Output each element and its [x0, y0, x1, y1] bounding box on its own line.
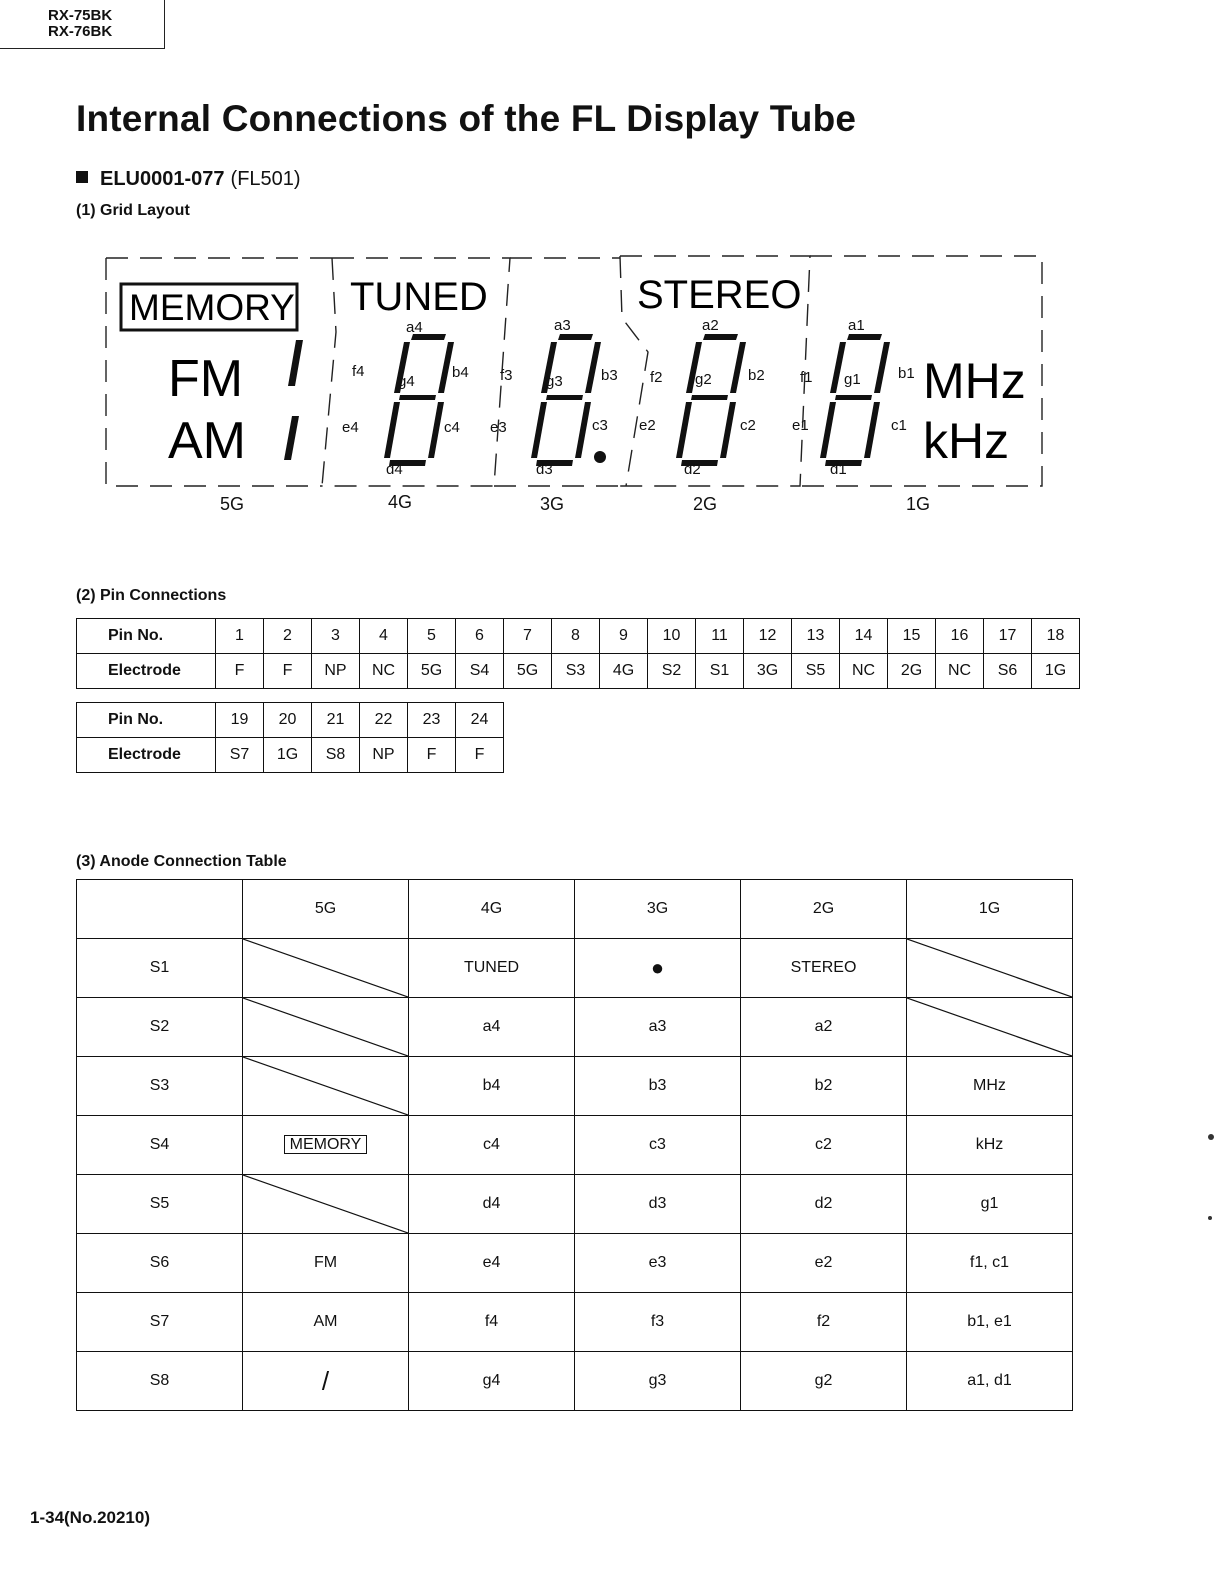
anode-row-header: S1 [77, 939, 243, 998]
anode-row [77, 1057, 1073, 1116]
anode-cell: g4 [409, 1352, 575, 1411]
page-footer: 1-34(No.20210) [30, 1508, 151, 1527]
electrode-cell: NP [360, 738, 408, 773]
anode-row [77, 939, 1073, 998]
pin-number-cell: 16 [936, 619, 984, 654]
pin-number-cell: 22 [360, 703, 408, 738]
electrode-row [77, 654, 1080, 689]
anode-row [77, 1116, 1073, 1175]
seg-b4: b4 [452, 364, 469, 381]
pin-table-2 [76, 702, 504, 773]
pin-number-cell: 1 [216, 619, 264, 654]
pin-row-header: Pin No. [77, 619, 216, 654]
anode-cell: f2 [741, 1293, 907, 1352]
display-stereo: STEREO [637, 273, 802, 317]
anode-cell: b1, e1 [907, 1293, 1073, 1352]
anode-cell: b4 [409, 1057, 575, 1116]
anode-cell: g1 [907, 1175, 1073, 1234]
pin-number-cell: 24 [456, 703, 504, 738]
seg-a2: a2 [702, 317, 719, 334]
grid-layout-diagram [100, 248, 1050, 518]
seg-d2: d2 [684, 461, 701, 478]
seven-segment-digits [384, 334, 890, 466]
anode-cell: f4 [409, 1293, 575, 1352]
seg-e2: e2 [639, 417, 656, 434]
pin-number-cell: 17 [984, 619, 1032, 654]
bullet-square-icon [76, 171, 88, 183]
diagonal-slash-icon [243, 1057, 408, 1115]
pin-number-cell: 7 [504, 619, 552, 654]
anode-row [77, 998, 1073, 1057]
diagonal-slash-icon [907, 998, 1072, 1056]
grid-label-1g: 1G [905, 494, 931, 514]
electrode-cell: 3G [744, 654, 792, 689]
pin-number-cell: 6 [456, 619, 504, 654]
pin-number-cell: 20 [264, 703, 312, 738]
electrode-cell: S6 [984, 654, 1032, 689]
electrode-cell: S5 [792, 654, 840, 689]
model-box [0, 0, 165, 49]
electrode-cell: 4G [600, 654, 648, 689]
pin-number-cell: 4 [360, 619, 408, 654]
grid-label-4g: 4G [387, 492, 413, 512]
grid-label-3g: 3G [539, 494, 565, 514]
seg-c3: c3 [592, 417, 608, 434]
seg-e1: e1 [792, 417, 809, 434]
anode-cell: c2 [741, 1116, 907, 1175]
seg-c1: c1 [891, 417, 907, 434]
anode-cell: kHz [907, 1116, 1073, 1175]
seg-f4: f4 [352, 363, 365, 380]
anode-connection-table [76, 879, 1073, 1411]
pin-number-cell: 8 [552, 619, 600, 654]
seg-e4: e4 [342, 419, 359, 436]
seg-g3: g3 [546, 373, 563, 390]
seg-a1: a1 [848, 317, 865, 334]
seg-g1: g1 [844, 371, 861, 388]
grid-label-5g: 5G [219, 494, 245, 514]
anode-row [77, 1352, 1073, 1411]
anode-cell: a3 [575, 998, 741, 1057]
pin-row-header: Pin No. [77, 703, 216, 738]
diagonal-slash-icon [243, 939, 408, 997]
anode-cell: a1, d1 [907, 1352, 1073, 1411]
unused-cell [243, 939, 409, 998]
seg-b2: b2 [748, 367, 765, 384]
part-number: ELU0001-077 [100, 168, 225, 190]
electrode-row-header: Electrode [77, 738, 216, 773]
anode-column-header: 4G [409, 880, 575, 939]
anode-row [77, 1175, 1073, 1234]
anode-cell: c3 [575, 1116, 741, 1175]
anode-cell: a2 [741, 998, 907, 1057]
anode-cell: MHz [907, 1057, 1073, 1116]
electrode-row-header: Electrode [77, 654, 216, 689]
seg-f3: f3 [500, 367, 513, 384]
anode-cell: c4 [409, 1116, 575, 1175]
electrode-cell: NC [936, 654, 984, 689]
electrode-cell: NP [312, 654, 360, 689]
anode-cell: FM [243, 1234, 409, 1293]
diagonal-slash-icon [243, 1175, 408, 1233]
seg-f1: f1 [800, 369, 813, 386]
electrode-cell: S1 [696, 654, 744, 689]
anode-cell: ● [575, 939, 741, 998]
seg-b3: b3 [601, 367, 618, 384]
anode-row-header: S7 [77, 1293, 243, 1352]
pin-number-cell: 5 [408, 619, 456, 654]
display-mhz: MHz [923, 353, 1026, 409]
anode-column-header: 2G [741, 880, 907, 939]
pin-number-cell: 23 [408, 703, 456, 738]
model-label-2: RX-76BK [48, 23, 113, 40]
electrode-cell: S8 [312, 738, 360, 773]
pin-number-cell: 19 [216, 703, 264, 738]
section-anode-table: (3) Anode Connection Table [76, 853, 287, 870]
anode-cell: d3 [575, 1175, 741, 1234]
pin-number-cell: 18 [1032, 619, 1080, 654]
electrode-cell: F [264, 654, 312, 689]
anode-cell: g3 [575, 1352, 741, 1411]
anode-cell: e2 [741, 1234, 907, 1293]
electrode-cell: S4 [456, 654, 504, 689]
seg-g2: g2 [695, 371, 712, 388]
anode-cell: e3 [575, 1234, 741, 1293]
pin-number-cell: 10 [648, 619, 696, 654]
electrode-cell: S7 [216, 738, 264, 773]
electrode-cell: 2G [888, 654, 936, 689]
pin-number-cell: 12 [744, 619, 792, 654]
electrode-cell: 5G [504, 654, 552, 689]
anode-column-header: 5G [243, 880, 409, 939]
anode-cell: b3 [575, 1057, 741, 1116]
display-am: AM [168, 412, 246, 470]
anode-row [77, 1293, 1073, 1352]
scan-speck [1208, 1216, 1212, 1220]
pin-number-cell: 13 [792, 619, 840, 654]
electrode-cell: NC [840, 654, 888, 689]
electrode-cell: F [456, 738, 504, 773]
anode-cell: b2 [741, 1057, 907, 1116]
part-ref: (FL501) [230, 168, 301, 190]
pin-number-cell: 15 [888, 619, 936, 654]
anode-cell: / [243, 1352, 409, 1411]
pin-number-cell: 21 [312, 703, 360, 738]
memory-boxed-label: MEMORY [284, 1135, 368, 1154]
pin-number-cell: 2 [264, 619, 312, 654]
electrode-row [77, 738, 504, 773]
anode-cell: a4 [409, 998, 575, 1057]
seg-d1: d1 [830, 461, 847, 478]
anode-cell: f3 [575, 1293, 741, 1352]
display-tuned: TUNED [350, 275, 488, 319]
seg-g4: g4 [398, 373, 415, 390]
scan-speck [1208, 1134, 1214, 1140]
seg-f2: f2 [650, 369, 663, 386]
anode-cell: d2 [741, 1175, 907, 1234]
seg-a4: a4 [406, 319, 423, 336]
anode-cell: TUNED [409, 939, 575, 998]
seg-b1: b1 [898, 365, 915, 382]
anode-row-header: S5 [77, 1175, 243, 1234]
seg-a3: a3 [554, 317, 571, 334]
pin-number-cell: 3 [312, 619, 360, 654]
anode-row-header: S4 [77, 1116, 243, 1175]
unused-cell [243, 998, 409, 1057]
seg-e3: e3 [490, 419, 507, 436]
pin-row [77, 703, 504, 738]
section-pin-connections: (2) Pin Connections [76, 587, 227, 604]
section-grid-layout: (1) Grid Layout [76, 202, 190, 219]
seg-d3: d3 [536, 461, 553, 478]
anode-cell [243, 1116, 409, 1175]
display-memory: MEMORY [129, 287, 295, 328]
unused-cell [243, 1057, 409, 1116]
anode-cell: d4 [409, 1175, 575, 1234]
electrode-cell: S3 [552, 654, 600, 689]
diagonal-slash-icon [243, 998, 408, 1056]
electrode-cell: F [408, 738, 456, 773]
anode-cell: AM [243, 1293, 409, 1352]
electrode-cell: 1G [1032, 654, 1080, 689]
model-label-1: RX-75BK [48, 7, 113, 24]
electrode-cell: S2 [648, 654, 696, 689]
electrode-cell: 5G [408, 654, 456, 689]
electrode-cell: 1G [264, 738, 312, 773]
anode-row-header: S3 [77, 1057, 243, 1116]
part-subtitle [76, 168, 301, 191]
anode-cell: g2 [741, 1352, 907, 1411]
electrode-cell: NC [360, 654, 408, 689]
pin-table-1 [76, 618, 1080, 689]
anode-row-header: S2 [77, 998, 243, 1057]
unused-cell [243, 1175, 409, 1234]
anode-column-header: 3G [575, 880, 741, 939]
pin-number-cell: 14 [840, 619, 888, 654]
anode-row-header: S8 [77, 1352, 243, 1411]
anode-row-header: S6 [77, 1234, 243, 1293]
diagonal-slash-icon [907, 939, 1072, 997]
grid-label-2g: 2G [692, 494, 718, 514]
page-title: Internal Connections of the FL Display Tube [76, 98, 857, 139]
unused-cell [907, 998, 1073, 1057]
anode-cell: e4 [409, 1234, 575, 1293]
pin-row [77, 619, 1080, 654]
anode-row [77, 1234, 1073, 1293]
anode-cell: STEREO [741, 939, 907, 998]
electrode-cell: F [216, 654, 264, 689]
anode-cell: f1, c1 [907, 1234, 1073, 1293]
anode-column-header: 1G [907, 880, 1073, 939]
display-khz: kHz [923, 413, 1010, 469]
display-fm: FM [168, 350, 244, 408]
pin-number-cell: 9 [600, 619, 648, 654]
seg-c4: c4 [444, 419, 460, 436]
anode-header-row [77, 880, 1073, 939]
unused-cell [907, 939, 1073, 998]
seg-d4: d4 [386, 461, 403, 478]
seg-c2: c2 [740, 417, 756, 434]
pin-number-cell: 11 [696, 619, 744, 654]
anode-column-header [77, 880, 243, 939]
